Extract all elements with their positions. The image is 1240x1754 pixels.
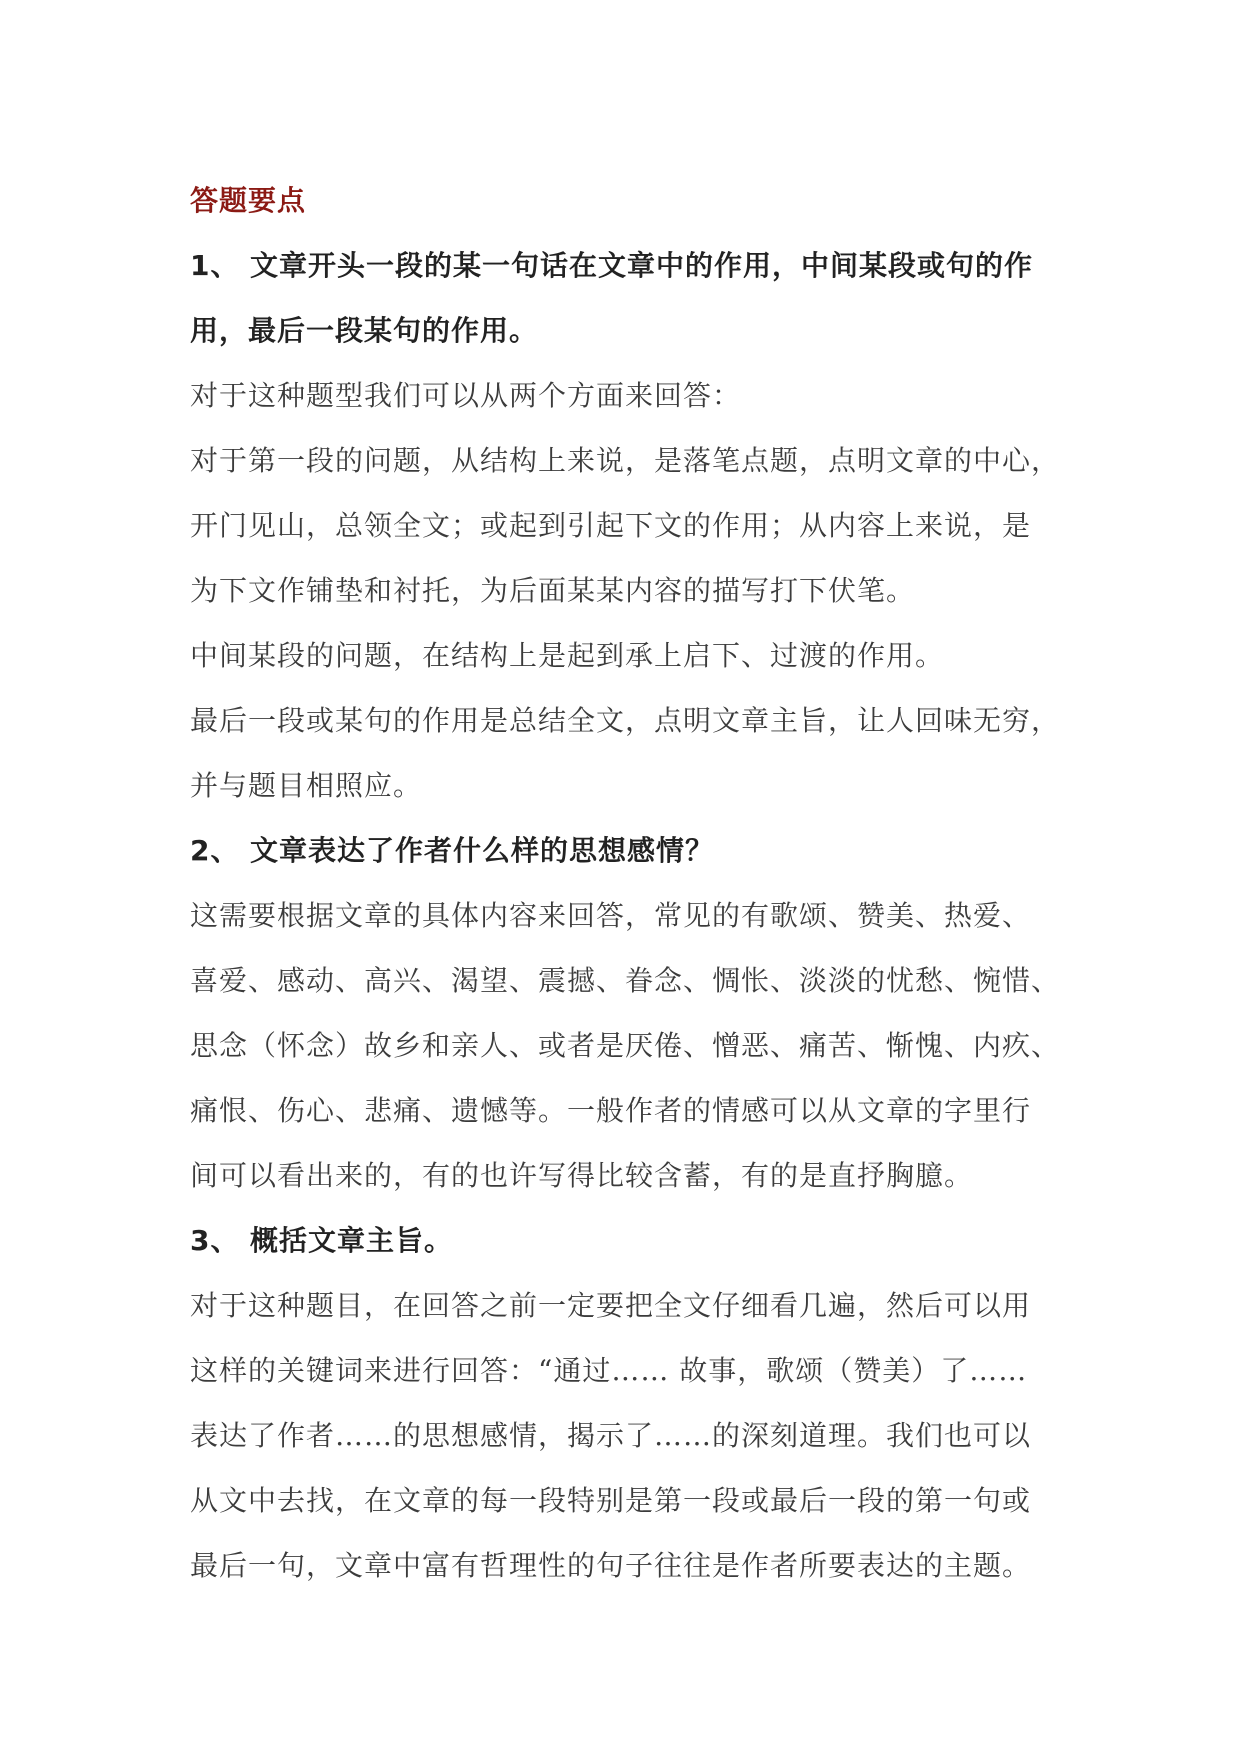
body-line: 对于这种题型我们可以从两个方面来回答： xyxy=(190,379,742,412)
document-body xyxy=(190,168,1070,1598)
body-line: 表达了作者……的思想感情，揭示了……的深刻道理。我们也可以 xyxy=(190,1419,1032,1452)
body-line: 对于第一段的问题，从结构上来说，是落笔点题，点明文章的中心， xyxy=(190,444,1061,477)
section-heading-text: 文章表达了作者什么样的思想感情？ xyxy=(250,834,715,867)
body-line: 这样的关键词来进行回答：“通过…… 故事，歌颂（赞美）了…… xyxy=(190,1354,1028,1387)
section-number: 2、 xyxy=(190,834,240,867)
body-line: 思念（怀念）故乡和亲人、或者是厌倦、憎恶、痛苦、惭愧、内疚、 xyxy=(190,1029,1061,1062)
section-heading-text: 概括文章主旨。 xyxy=(250,1224,454,1257)
section-heading-line xyxy=(190,1208,1070,1273)
section-heading-line xyxy=(190,818,1070,883)
section-number: 3、 xyxy=(190,1224,240,1257)
section-heading-line xyxy=(190,233,1070,298)
body-line: 喜爱、感动、高兴、渴望、震撼、眷念、惆怅、淡淡的忧愁、惋惜、 xyxy=(190,964,1061,997)
body-line: 开门见山，总领全文；或起到引起下文的作用；从内容上来说，是 xyxy=(190,509,1032,542)
section-3 xyxy=(190,1208,1070,1598)
body-line: 最后一句，文章中富有哲理性的句子往往是作者所要表达的主题。 xyxy=(190,1549,1032,1582)
body-line: 最后一段或某句的作用是总结全文，点明文章主旨，让人回味无穷， xyxy=(190,704,1061,737)
body-line: 痛恨、伤心、悲痛、遗憾等。一般作者的情感可以从文章的字里行 xyxy=(190,1094,1032,1127)
body-line: 这需要根据文章的具体内容来回答，常见的有歌颂、赞美、热爱、 xyxy=(190,899,1032,932)
section-2 xyxy=(190,818,1070,1208)
body-line: 从文中去找，在文章的每一段特别是第一段或最后一段的第一句或 xyxy=(190,1484,1032,1517)
body-line: 间可以看出来的，有的也许写得比较含蓄，有的是直抒胸臆。 xyxy=(190,1159,974,1192)
body-line: 并与题目相照应。 xyxy=(190,769,423,802)
body-line: 为下文作铺垫和衬托，为后面某某内容的描写打下伏笔。 xyxy=(190,574,916,607)
section-heading-text: 文章开头一段的某一句话在文章中的作用，中间某段或句的作 xyxy=(250,249,1034,282)
document-title: 答题要点 xyxy=(190,184,307,217)
body-line: 中间某段的问题，在结构上是起到承上启下、过渡的作用。 xyxy=(190,639,945,672)
section-heading-line: 用，最后一段某句的作用。 xyxy=(190,314,539,347)
body-line: 对于这种题目，在回答之前一定要把全文仔细看几遍，然后可以用 xyxy=(190,1289,1032,1322)
section-1 xyxy=(190,233,1070,818)
section-number: 1、 xyxy=(190,249,240,282)
